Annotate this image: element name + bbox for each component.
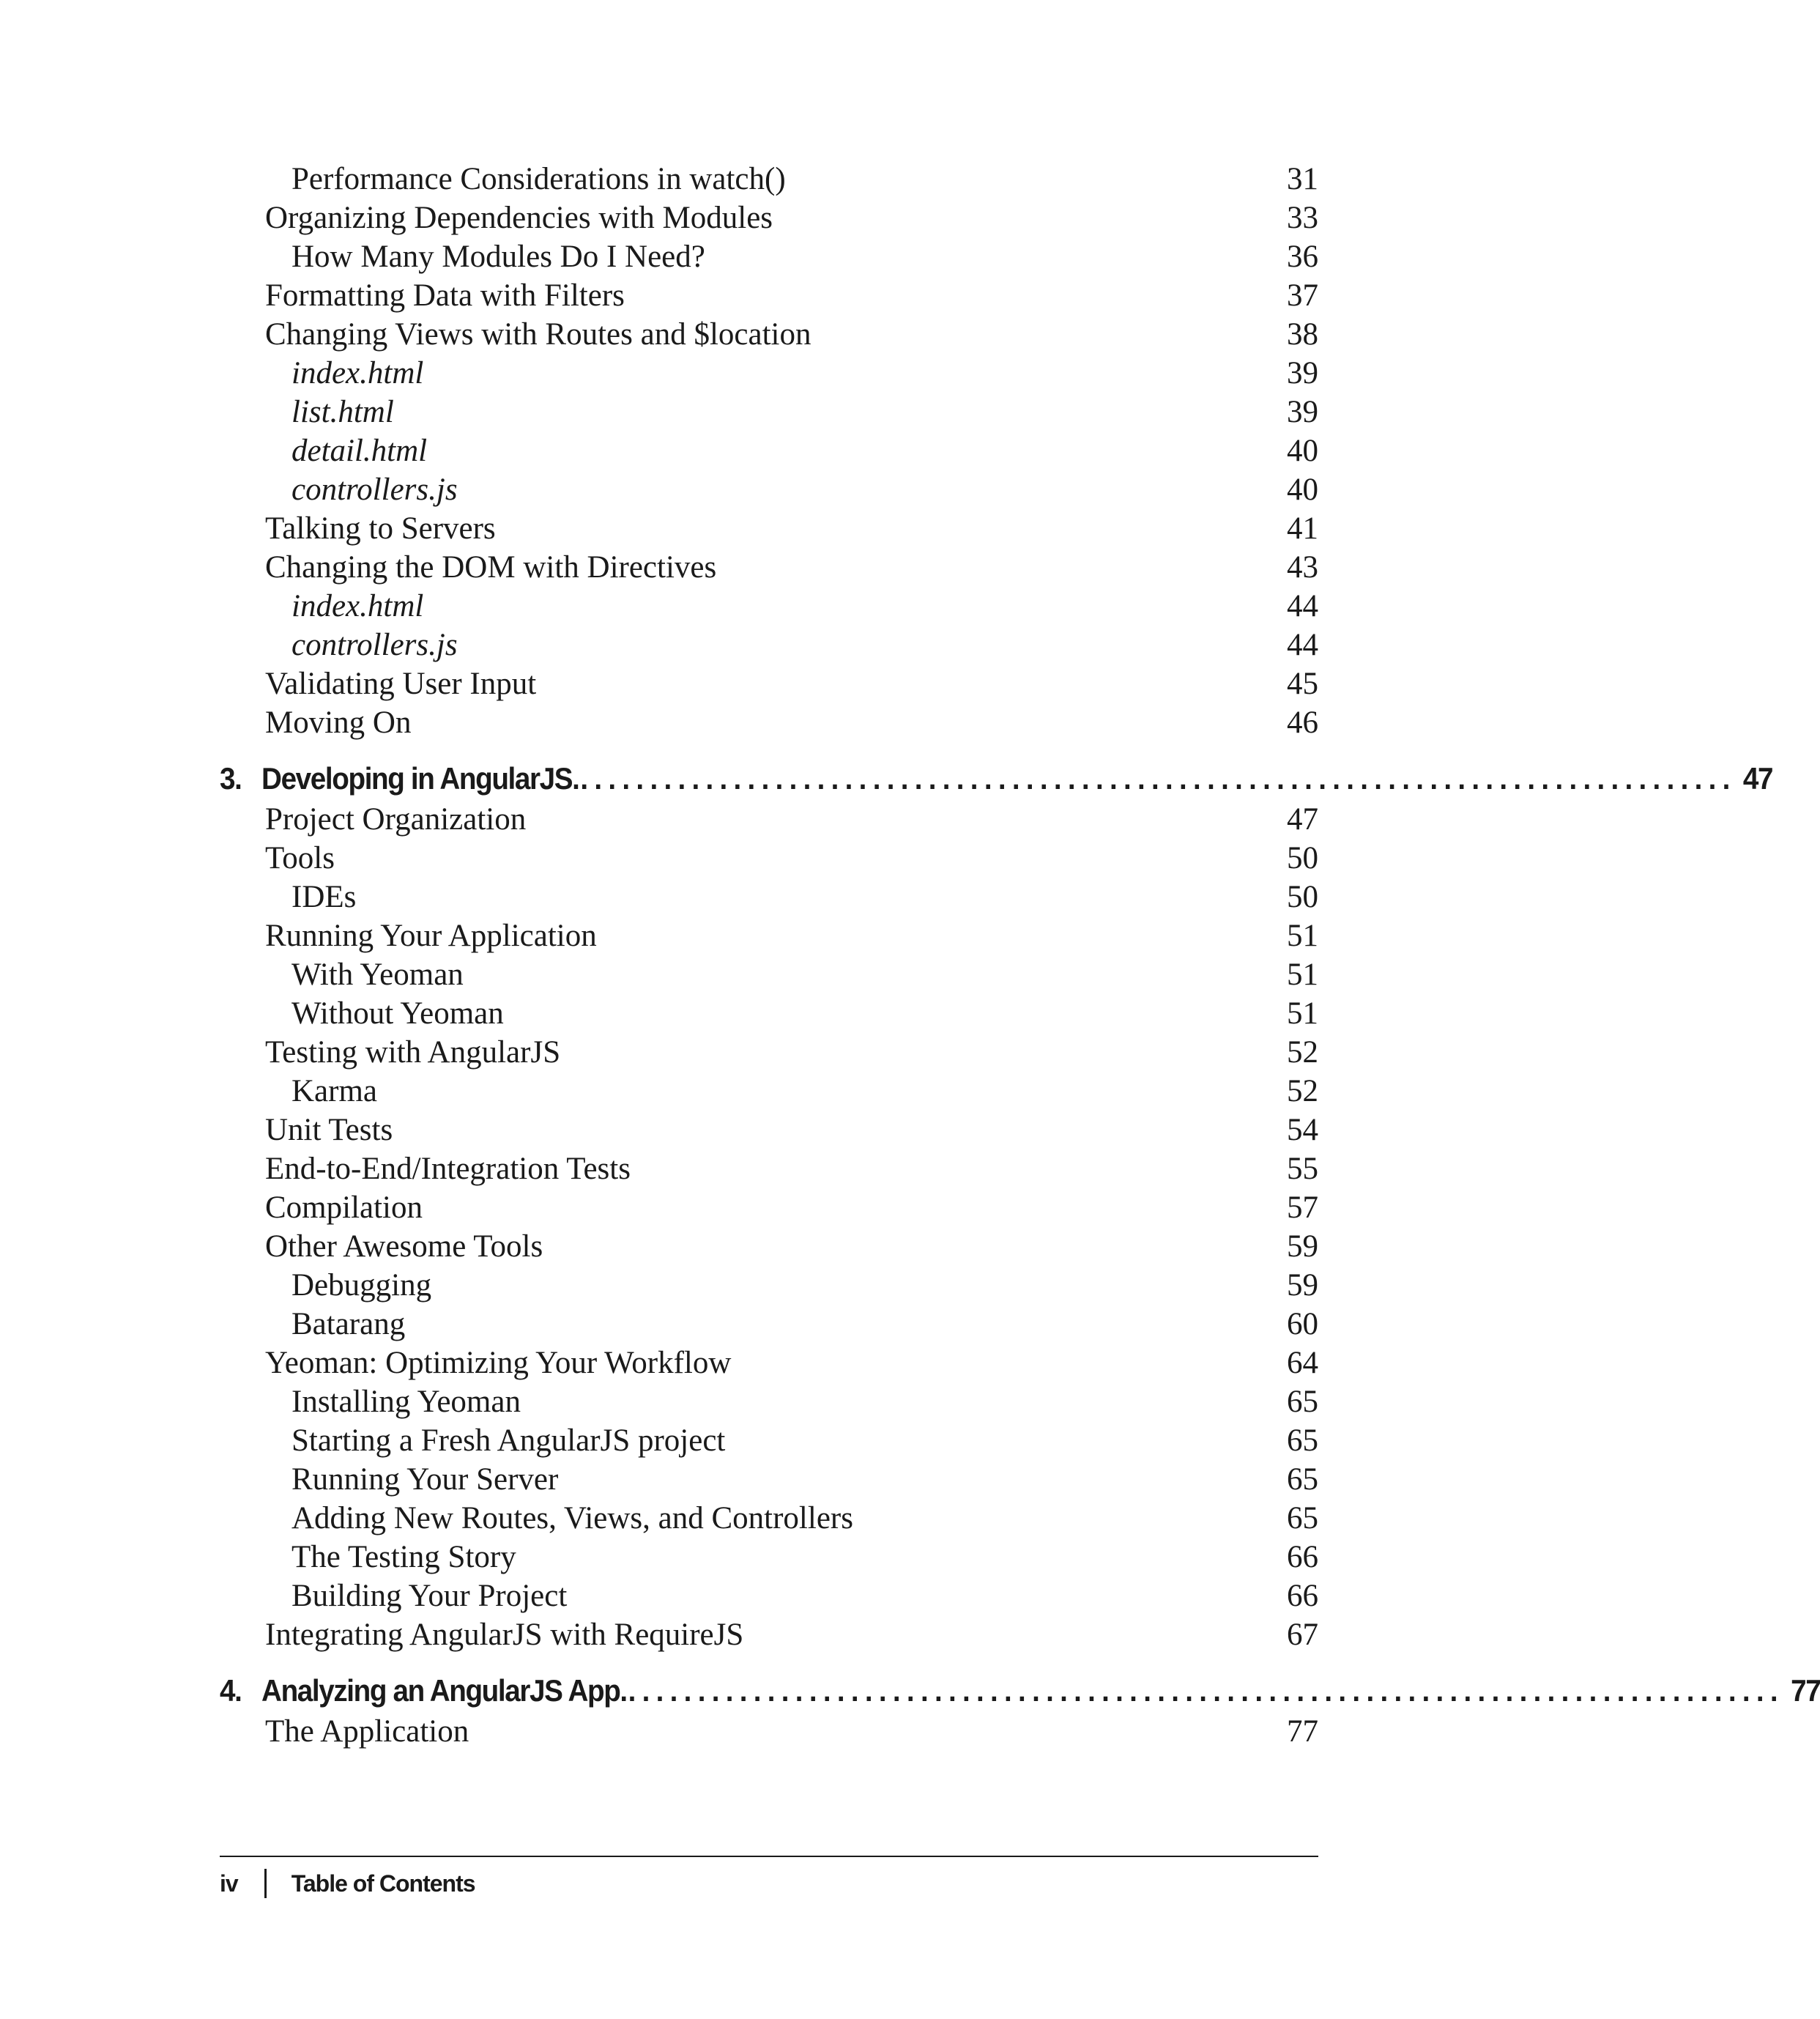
toc-entry-page-number: 50 <box>1287 880 1318 914</box>
toc-entry-page-number: 44 <box>1287 589 1318 623</box>
toc-entry-title: Validating User Input <box>265 667 537 701</box>
toc-entry-title: Talking to Servers <box>265 511 496 546</box>
toc-entry-title: Starting a Fresh AngularJS project <box>291 1423 726 1458</box>
toc-entry[interactable] <box>220 470 1318 509</box>
toc-entry[interactable] <box>220 1421 1318 1460</box>
toc-entry-title: Installing Yeoman <box>291 1385 521 1419</box>
toc-entry[interactable] <box>220 1072 1318 1111</box>
toc-entry-title: Tools <box>265 841 335 875</box>
toc-entry-page-number: 65 <box>1287 1501 1318 1535</box>
toc-entry-title: How Many Modules Do I Need? <box>291 240 705 274</box>
toc-entry-title: Unit Tests <box>265 1113 393 1147</box>
toc-entry-title: Debugging <box>291 1268 432 1303</box>
toc-entry-page-number: 51 <box>1287 919 1318 953</box>
toc-entry-page-number: 65 <box>1287 1385 1318 1419</box>
chapter-heading[interactable] <box>220 1670 1820 1712</box>
toc-entry[interactable] <box>220 994 1318 1033</box>
toc-entry-page-number: 44 <box>1287 628 1318 662</box>
toc-entry[interactable] <box>220 626 1318 664</box>
toc-entry[interactable] <box>220 703 1318 742</box>
footer-page-number: iv <box>220 1870 238 1897</box>
toc-entry-page-number: 41 <box>1287 511 1318 546</box>
toc-entry-page-number: 43 <box>1287 550 1318 585</box>
toc-entry[interactable] <box>220 916 1318 955</box>
toc-entry-title: Integrating AngularJS with RequireJS <box>265 1618 744 1652</box>
toc-entry-title: Yeoman: Optimizing Your Workflow <box>265 1346 732 1380</box>
toc-entry-page-number: 37 <box>1287 278 1318 313</box>
toc-entry-title: Testing with AngularJS <box>265 1035 561 1070</box>
footer-divider <box>220 1856 1318 1857</box>
toc-entry-page-number: 64 <box>1287 1346 1318 1380</box>
toc-entry[interactable] <box>220 315 1318 354</box>
toc-entry-title: Compilation <box>265 1190 423 1225</box>
toc-entry-title: list.html <box>291 395 394 429</box>
toc-entry[interactable] <box>220 800 1318 839</box>
toc-entry-page-number: 36 <box>1287 240 1318 274</box>
dot-leader: ................................................................................... <box>580 761 1737 796</box>
toc-entry-title: detail.html <box>291 434 428 468</box>
toc-entry[interactable] <box>220 1712 1318 1751</box>
toc-entry[interactable] <box>220 237 1318 276</box>
toc-entry-page-number: 39 <box>1287 356 1318 390</box>
toc-entry[interactable] <box>220 955 1318 994</box>
toc-entry-page-number: 67 <box>1287 1618 1318 1652</box>
chapter-3-entries <box>220 800 1318 1654</box>
toc-entry-page-number: 33 <box>1287 201 1318 235</box>
toc-entry[interactable] <box>220 664 1318 703</box>
toc-entry-title: The Testing Story <box>291 1540 516 1574</box>
toc-entries-continued <box>220 160 1318 742</box>
toc-entry-title: Other Awesome Tools <box>265 1229 543 1264</box>
toc-entry-page-number: 66 <box>1287 1540 1318 1574</box>
toc-entry-page-number: 65 <box>1287 1423 1318 1458</box>
toc-entry-title: With Yeoman <box>291 957 464 992</box>
toc-entry-page-number: 40 <box>1287 434 1318 468</box>
toc-entry-title: Organizing Dependencies with Modules <box>265 201 773 235</box>
toc-entry-title: Running Your Application <box>265 919 597 953</box>
toc-entry-title: Performance Considerations in watch() <box>291 162 786 196</box>
table-of-contents <box>220 160 1820 1751</box>
toc-entry[interactable] <box>220 1149 1318 1188</box>
toc-entry[interactable] <box>220 1227 1318 1266</box>
toc-entry-page-number: 57 <box>1287 1190 1318 1225</box>
toc-entry[interactable] <box>220 1615 1318 1654</box>
toc-entry-title: Changing the DOM with Directives <box>265 550 717 585</box>
toc-entry[interactable] <box>220 509 1318 548</box>
toc-entry[interactable] <box>220 160 1318 199</box>
page-footer <box>220 1865 475 1902</box>
toc-entry-page-number: 45 <box>1287 667 1318 701</box>
toc-entry-page-number: 60 <box>1287 1307 1318 1341</box>
footer-separator <box>264 1869 267 1898</box>
toc-entry-title: controllers.js <box>291 473 458 507</box>
toc-entry-page-number: 40 <box>1287 473 1318 507</box>
toc-entry[interactable] <box>220 431 1318 470</box>
toc-entry-page-number: 38 <box>1287 317 1318 352</box>
toc-entry[interactable] <box>220 354 1318 393</box>
chapter-number: 3. <box>220 761 242 796</box>
dot-leader: ................................................................................... <box>628 1673 1784 1708</box>
toc-entry-title: The Application <box>265 1714 469 1749</box>
toc-entry-title: IDEs <box>291 880 357 914</box>
toc-entry[interactable] <box>220 839 1318 878</box>
toc-entry[interactable] <box>220 1382 1318 1421</box>
toc-entry[interactable] <box>220 1538 1318 1577</box>
toc-entry-page-number: 51 <box>1287 957 1318 992</box>
toc-entry[interactable] <box>220 393 1318 431</box>
toc-entry[interactable] <box>220 587 1318 626</box>
toc-entry[interactable] <box>220 199 1318 237</box>
toc-entry-page-number: 50 <box>1287 841 1318 875</box>
toc-entry-title: Karma <box>291 1074 377 1108</box>
toc-entry-page-number: 77 <box>1287 1714 1318 1749</box>
toc-entry-title: Moving On <box>265 705 412 740</box>
toc-entry[interactable] <box>220 1266 1318 1305</box>
toc-entry-page-number: 66 <box>1287 1579 1318 1613</box>
toc-entry-title: Building Your Project <box>291 1579 568 1613</box>
toc-entry-title: Running Your Server <box>291 1462 559 1497</box>
toc-entry-page-number: 65 <box>1287 1462 1318 1497</box>
toc-entry-title: Adding New Routes, Views, and Controllers <box>291 1501 853 1535</box>
toc-entry[interactable] <box>220 1344 1318 1382</box>
toc-entry-page-number: 46 <box>1287 705 1318 740</box>
toc-entry-page-number: 47 <box>1287 802 1318 837</box>
toc-entry-page-number: 52 <box>1287 1035 1318 1070</box>
toc-entry[interactable] <box>220 1305 1318 1344</box>
toc-entry-title: Batarang <box>291 1307 406 1341</box>
toc-entry-title: Formatting Data with Filters <box>265 278 625 313</box>
chapter-number: 4. <box>220 1673 242 1708</box>
chapter-4-entries <box>220 1712 1318 1751</box>
toc-entry[interactable] <box>220 1460 1318 1499</box>
toc-entry-page-number: 59 <box>1287 1268 1318 1303</box>
toc-entry[interactable] <box>220 1499 1318 1538</box>
toc-entry-page-number: 52 <box>1287 1074 1318 1108</box>
toc-entry-page-number: 59 <box>1287 1229 1318 1264</box>
toc-entry-title: Without Yeoman <box>291 996 504 1031</box>
toc-entry-page-number: 51 <box>1287 996 1318 1031</box>
toc-entry-title: End-to-End/Integration Tests <box>265 1152 631 1186</box>
toc-entry-title: index.html <box>291 589 424 623</box>
toc-entry[interactable] <box>220 276 1318 315</box>
toc-entry-page-number: 55 <box>1287 1152 1318 1186</box>
chapter-heading[interactable] <box>220 757 1773 800</box>
toc-entry-page-number: 39 <box>1287 395 1318 429</box>
toc-entry[interactable] <box>220 1188 1318 1227</box>
toc-entry-title: Changing Views with Routes and $location <box>265 317 811 352</box>
toc-entry-page-number: 54 <box>1287 1113 1318 1147</box>
toc-entry-title: controllers.js <box>291 628 458 662</box>
chapter-title: Analyzing an AngularJS App. <box>261 1673 627 1708</box>
toc-entry[interactable] <box>220 1033 1318 1072</box>
footer-section-label: Table of Contents <box>291 1870 475 1897</box>
toc-entry[interactable] <box>220 548 1318 587</box>
toc-entry[interactable] <box>220 878 1318 916</box>
chapter-page-number: 47 <box>1742 761 1773 796</box>
toc-entry[interactable] <box>220 1111 1318 1149</box>
toc-entry-title: Project Organization <box>265 802 527 837</box>
toc-entry-title: index.html <box>291 356 424 390</box>
toc-entry[interactable] <box>220 1577 1318 1615</box>
toc-entry-page-number: 31 <box>1287 162 1318 196</box>
chapter-page-number: 77 <box>1791 1673 1820 1708</box>
chapter-title: Developing in AngularJS. <box>261 761 579 796</box>
